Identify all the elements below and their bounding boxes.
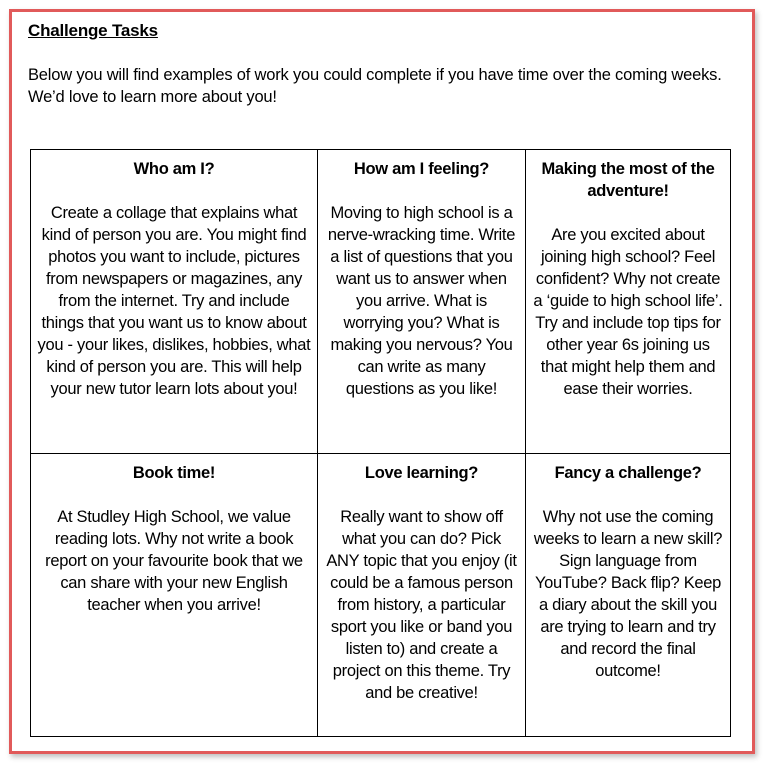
task-title: How am I feeling?	[353, 160, 490, 178]
intro-line-1: Below you will find examples of work you could complete if you have time over the coming weeks.	[28, 66, 722, 84]
task-cell-how-am-i-feeling	[318, 150, 526, 454]
task-description: Moving to high school is a nerve-wracking time. Write a list of questions that you want us to answer when you arrive. What is worrying you? What is making you nervous? You can write as many questions as you like!	[327, 204, 516, 398]
task-description: Create a collage that explains what kind of person you are. You might find photos you want to include, pictures from newspapers or magazines, any from the internet. Try and include things that you want us to know about you - your likes, dislikes, hobbies, what kind of person you are. This will help your new tutor learn lots about you!	[37, 204, 311, 398]
task-title: Book time!	[132, 464, 216, 482]
task-title: Making the most of the adventure!	[541, 160, 715, 200]
task-description: Are you excited about joining high school? Feel confident? Why not create a ‘guide to high school life’. Try and include top tips for other year 6s joining us that might help them and ease their worries.	[533, 226, 723, 398]
task-cell-making-the-most	[526, 150, 731, 454]
task-title: Love learning?	[364, 464, 479, 482]
task-description: Really want to show off what you can do? Pick ANY topic that you enjoy (it could be a famous person from history, a particular sport you like or band you listen to) and create a project on this theme. Try and be creative!	[326, 508, 517, 702]
intro-line-2: We’d love to learn more about you!	[28, 88, 277, 106]
page-title: Challenge Tasks	[28, 21, 158, 40]
task-cell-love-learning	[318, 454, 526, 737]
task-cell-who-am-i	[31, 150, 318, 454]
task-description: Why not use the coming weeks to learn a new skill? Sign language from YouTube? Back flip? Keep a diary about the skill you are trying to learn and try and record the final outcome!	[533, 508, 723, 680]
task-cell-book-time	[31, 454, 318, 737]
task-title: Fancy a challenge?	[554, 464, 702, 482]
task-cell-fancy-a-challenge	[526, 454, 731, 737]
task-row	[31, 454, 731, 737]
task-title: Who am I?	[133, 160, 215, 178]
challenge-task-grid	[30, 149, 731, 737]
intro-text	[28, 64, 738, 108]
task-description: At Studley High School, we value reading lots. Why not write a book report on your favourite book that we can share with your new English teacher when you arrive!	[45, 508, 303, 614]
task-row	[31, 150, 731, 454]
